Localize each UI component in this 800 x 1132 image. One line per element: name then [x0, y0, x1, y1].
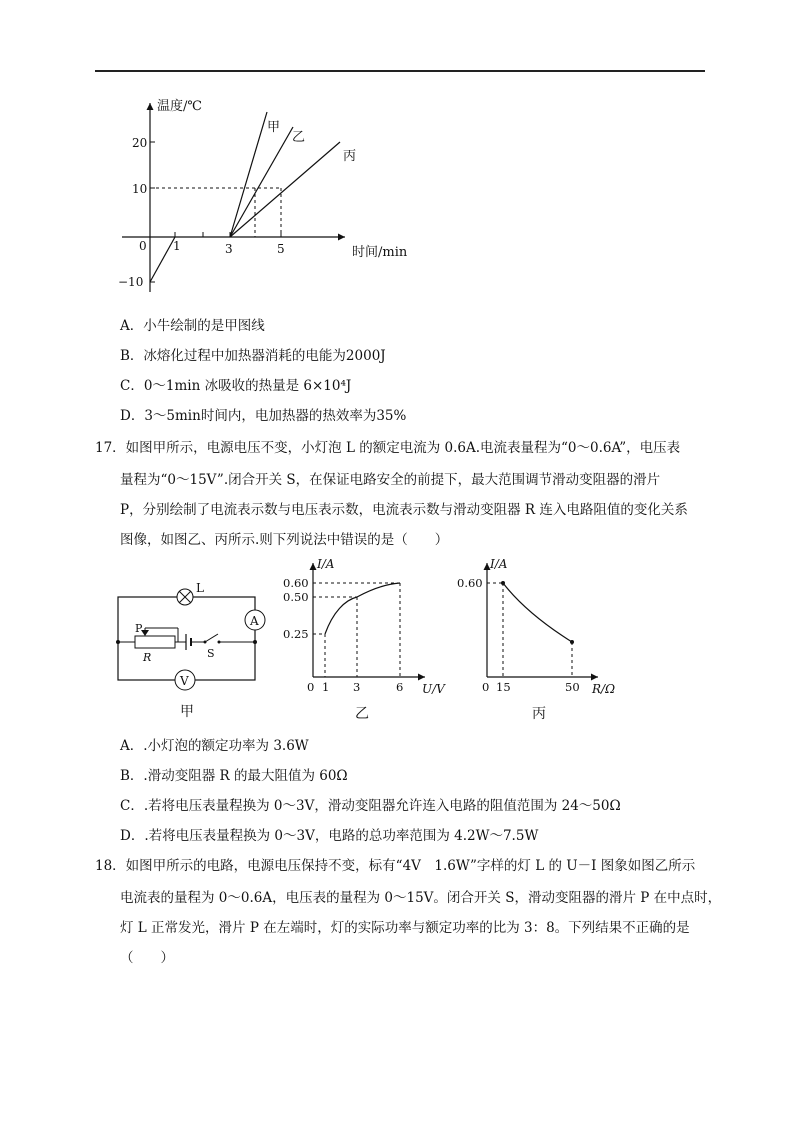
yi-x-tick-3: 3: [353, 680, 361, 694]
q18-line-2: 电流表的量程为 0～0.6A，电压表的量程为 0～15V。闭合开关 S，滑动变阻器的滑片 P 在中点时，: [120, 890, 722, 906]
bing-y-label: I/A: [490, 557, 508, 571]
y-tick-0: 0: [139, 239, 147, 253]
circuit-caption: 甲: [180, 704, 194, 720]
x-tick-1: 1: [173, 239, 181, 253]
bing-x-tick-15: 15: [496, 680, 511, 694]
q17-line-4: 图像，如图乙、丙所示.则下列说法中错误的是（ ）: [120, 532, 449, 548]
yi-y-tick-025: 0.25: [283, 627, 309, 641]
q18-line-3: 灯 L 正常发光，滑片 P 在左端时，灯的实际功率与额定功率的比为 3：8。下列结果不正确的是: [120, 920, 690, 936]
yi-y-tick-060: 0.60: [283, 576, 309, 590]
q17-option-a: A．.小灯泡的额定功率为 3.6W: [120, 738, 309, 754]
lamp-label: L: [196, 581, 204, 595]
bing-x-tick-0: 0: [482, 680, 490, 694]
switch-icon: [205, 634, 218, 642]
ice-heating-line: [150, 237, 175, 282]
temperature-time-graph: [100, 90, 430, 300]
y-tick-20: 20: [132, 136, 148, 150]
current-resistance-curve: [503, 583, 572, 642]
bing-x-tick-50: 50: [565, 680, 580, 694]
q18-line-4: （ ）: [120, 950, 174, 966]
bing-y-tick-060: 0.60: [457, 576, 483, 590]
q17-option-c: C．.若将电压表量程换为 0～3V，滑动变阻器允许连入电路的阻值范围为 24～50Ω: [120, 798, 621, 814]
q17-option-b: B．.滑动变阻器 R 的最大阻值为 60Ω: [120, 768, 348, 784]
header-rule: [95, 70, 705, 72]
bing-x-label: R/Ω: [592, 682, 616, 696]
voltmeter-label: V: [180, 674, 189, 688]
bing-caption: 丙: [532, 706, 546, 722]
line-jia: [230, 112, 267, 237]
graph-yi: [283, 555, 455, 725]
line-bing: [230, 142, 340, 237]
yi-x-tick-6: 6: [396, 680, 404, 694]
yi-caption: 乙: [355, 706, 369, 722]
q17-line-3: P，分别绘制了电流表示数与电压表示数，电流表示数与滑动变阻器 R 连入电路阻值的变化关系: [120, 502, 688, 518]
q17-line-2: 量程为“0～15V”.闭合开关 S，在保证电路安全的前提下，最大范围调节滑动变阻器的滑片: [120, 472, 661, 488]
yi-x-tick-1: 1: [322, 680, 330, 694]
q18-line-1: 18．如图甲所示的电路，电源电压保持不变，标有“4V 1.6W”字样的灯 L 的 U－I 图象如图乙所示: [95, 858, 696, 874]
ammeter-label: A: [250, 614, 259, 628]
label-yi: 乙: [292, 130, 306, 145]
yi-y-label: I/A: [317, 557, 335, 571]
resistor-label: R: [143, 651, 152, 664]
label-jia: 甲: [267, 120, 281, 135]
lamp-iu-curve: [325, 583, 400, 634]
line-yi: [230, 127, 293, 237]
y-tick-minus10: −10: [118, 275, 144, 289]
x-axis-label: 时间/min: [352, 245, 408, 260]
yi-x-tick-0: 0: [307, 680, 315, 694]
y-tick-10: 10: [132, 182, 148, 196]
rheostat-icon: [135, 636, 175, 648]
yi-y-tick-050: 0.50: [283, 590, 309, 604]
x-tick-5: 5: [277, 242, 285, 256]
slider-label: P: [135, 622, 143, 635]
x-tick-3: 3: [225, 242, 233, 256]
q17-line-1: 17．如图甲所示，电源电压不变，小灯泡 L 的额定电流为 0.6A.电流表量程为“0～0.6A”，电压表: [95, 440, 681, 456]
label-bing: 丙: [343, 149, 357, 164]
q16-option-d: D．3～5min时间内，电加热器的热效率为35%: [120, 408, 407, 424]
circuit-diagram-jia: [110, 570, 280, 720]
yi-x-label: U/V: [422, 682, 445, 696]
graph-bing: [450, 555, 635, 725]
q16-option-a: A．小牛绘制的是甲图线: [120, 318, 265, 334]
q16-option-c: C．0～1min 冰吸收的热量是 6×10⁴J: [120, 378, 352, 394]
q17-option-d: D．.若将电压表量程换为 0～3V，电路的总功率范围为 4.2W～7.5W: [120, 828, 539, 844]
q16-option-b: B．冰熔化过程中加热器消耗的电能为2000J: [120, 348, 386, 364]
switch-label: S: [207, 647, 215, 660]
y-axis-label: 温度/℃: [157, 99, 202, 114]
